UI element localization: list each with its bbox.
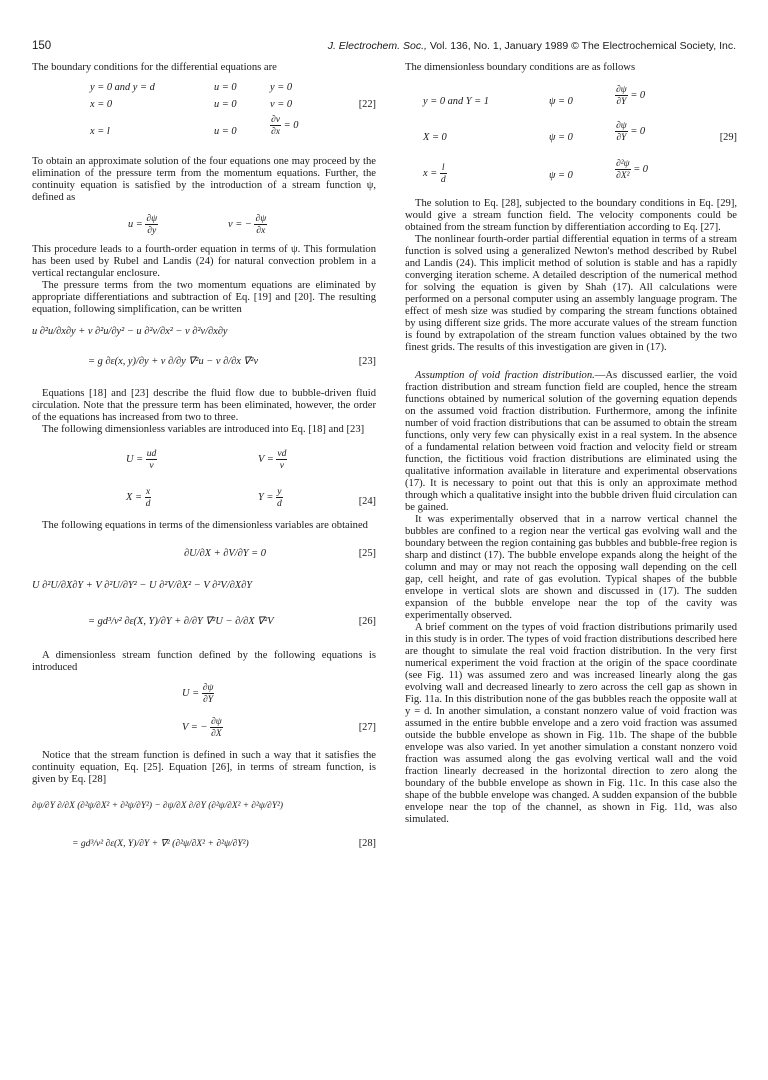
equation-tag: [27]: [358, 722, 376, 733]
paragraph: This procedure leads to a fourth-order equation in terms of ψ. This formulation has been used by Rubel and Landis (24) for natural convection problem in a vertical rectangular enclosure.: [32, 244, 376, 279]
paragraph: It was experimentally observed that in a narrow vertical channel the bubbles are confined to a region near the vertical gas evolving wall and the boundary between the region containing gas bubbles and bubble-free region is sharp and distinct (17). The bubble envelope expands along the height of the column and may or may not reach the opposing wall depending on the cell gap, cell height, and rate of gas evolution. Typical shapes of the bubble envelope in vertical slots are shown and discussed in (17). The sudden expansion of the bubble envelope near the top of the cavity was experimentally observed.: [405, 514, 737, 621]
page-number: 150: [32, 40, 52, 52]
left-column: [32, 62, 376, 866]
journal-name: J. Electrochem. Soc.,: [327, 40, 427, 52]
equation-23: u ∂²u/∂x∂y + v ∂²u/∂y² − u ∂²v/∂x² − v ∂²v/∂x∂y = g ∂ε(x, y)/∂y + ν ∂/∂y ∇²u − ν ∂/∂x ∇²v [23]: [32, 326, 376, 367]
subsection-heading: Assumption of void fraction distribution.: [415, 370, 595, 381]
equation-26: U ∂²U/∂X∂Y + V ∂²U/∂Y² − U ∂²V/∂X² − V ∂²V/∂X∂Y = gd³/ν² ∂ε(X, Y)/∂Y + ∂/∂Y ∇²U − ∂/∂X ∇²V [26]: [32, 580, 376, 627]
paragraph: To obtain an approximate solution of the four equations one may proceed by the elimination of the pressure term from the momentum equations. Further, the continuity equation is satisfied by the introduction of a stream function ψ, defined as: [32, 156, 376, 203]
equation-tag: [28]: [358, 838, 376, 849]
equation-22: y = 0 and y = d u = 0 y = 0 x = 0 u = 0 v = 0 [22] x = l u = 0 $\frac{\partial v}{\partial x}$ = 0: [90, 82, 376, 137]
equation-24: U = $\frac{ud}{\nu}$ V = $\frac{vd}{\nu}$ X = $\frac{x}{d}$ Y = $\frac{y}{d}$ [24]: [126, 448, 376, 509]
page-header: [32, 40, 736, 54]
equation-tag: [24]: [358, 496, 376, 507]
equation-tag: [29]: [719, 132, 737, 143]
paragraph: The following equations in terms of the dimensionless variables are obtained: [42, 520, 368, 531]
paragraph: The boundary conditions for the differential equations are: [32, 62, 277, 73]
paragraph: Notice that the stream function is defined in such a way that it satisfies the continuity equation, Eq. [25]. Equation [26], in terms of stream function, is given by Eq. [28]: [32, 750, 376, 785]
equation-27: U = $\frac{\partial\psi}{\partial Y}$ V = − $\frac{\partial\psi}{\partial X}$ [27]: [182, 682, 376, 739]
equation-28: ∂ψ/∂Y ∂/∂X (∂²ψ/∂X² + ∂²ψ/∂Y²) − ∂ψ/∂X ∂/∂Y (∂²ψ/∂X² + ∂²ψ/∂Y²) = gd³/ν² ∂ε(X, Y)/∂Y + ∇² (∂²ψ/∂X² + ∂²ψ/∂Y²) [28]: [32, 801, 376, 849]
equation-25: ∂U/∂X + ∂V/∂Y = 0 [25]: [184, 548, 376, 559]
right-column: [405, 62, 737, 826]
paragraph: The following dimensionless variables are introduced into Eq. [18] and [23]: [42, 424, 365, 435]
equation-tag: [23]: [358, 356, 376, 367]
paragraph: The dimensionless boundary conditions are as follows: [405, 62, 636, 73]
paragraph: The solution to Eq. [28], subjected to the boundary conditions in Eq. [29], would give a stream function field. The velocity components could be obtained from the stream function by differentiation according to Eq. [27].: [405, 198, 737, 233]
equation-tag: [22]: [358, 99, 376, 110]
paragraph: A brief comment on the types of void fraction distributions primarily used in this study is in order. The types of void fraction distributions described here are thought to simulate the real void fraction distribution. In the very first numerical experiment the void fraction at the origin of the space coordinate (see Fig. 11) was assumed zero and was increased linearly along the gas evolving wall and decreased linearly to zero across the cell gap as shown in Fig. 11a. In this distribution none of the gas bubbles reach the opposite wall at y = d. In another simulation, a constant nonzero value of void fraction was assumed in the entire bubble envelope and a zero void fraction was assumed outside the bubble envelope as shown in Fig. 11b. The shape of the bubble envelope was also varied. In yet another simulation a constant nonzero void fraction was assumed along the gas evolving vertical wall and the void fraction linearly decreased in the horizontal direction to zero along the boundary of the bubble envelope as shown in Fig. 11c. In this case also the shape of the bubble envelope was changed. A sudden expansion of the bubble envelope near the top of the channel, as shown in Fig. 11d, was also simulated.: [405, 622, 737, 825]
paragraph: A dimensionless stream function defined by the following equations is introduced: [32, 650, 376, 673]
equation-tag: [26]: [358, 616, 376, 627]
journal-issue: Vol. 136, No. 1, January 1989 © The Electrochemical Society, Inc.: [426, 40, 736, 52]
paragraph: Equations [18] and [23] describe the fluid flow due to bubble-driven fluid circulation. Note that the pressure term has been eliminated, however, the order of the equations has increased from two to three.: [32, 388, 376, 423]
equation-29: y = 0 and Y = 1 ψ = 0 $\frac{\partial\psi}{\partial Y}$ = 0 X = 0 ψ = 0 $\frac{\partial\psi}{\partial Y}$ = 0 [29] x = $\frac{l}{d}$ ψ = 0 $\frac{\text{∂²ψ}}{\text{∂X²}}$ = 0: [423, 84, 737, 185]
paragraph: Assumption of void fraction distribution.—As discussed earlier, the void fraction distribution and stream function field are coupled, hence the stream functions obtained by numerical solution of the governing equation depends on the assumed void fraction distribution. Furthermore, among the infinite number of void fraction distributions that can be assumed to obtain the stream functions, only very few can physically exist in a real system. In the absence of a fundamental relation between void fraction and velocity field or stream function, the fictitious void fraction distributions are eliminated using the qualitative information available in literature and experimental observations (17). It is necessary to point out that this is only an approximate method through which a qualitative insight into the bubble driven fluid circulation can be gained.: [405, 370, 737, 513]
paragraph: The pressure terms from the two momentum equations are eliminated by appropriate differentiations and subtraction of Eq. [19] and [20]. The resulting equation, following simplification, can be written: [32, 280, 376, 315]
journal-citation: [328, 40, 736, 52]
stream-function-definition: u = $\frac{\partial\psi}{\partial y}$ v = − $\frac{\partial\psi}{\partial x}$: [128, 213, 267, 236]
paragraph: The nonlinear fourth-order partial differential equation in terms of a stream function is solved using a generalized Newton's method described by Rubel and Landis (24). This implicit method of solution is stable and has a rapidly converging iteration scheme. A detailed description of the numerical method for solving the equation is given by Shah (17). All calculations were performed on a personal computer using an assembly language program. The effect of mesh size was studied by comparing the stream functions obtained by using different size grids. The more accurate values of the stream function is found by extrapolation of the stream function values obtained by the two finest grids. The results of this investigation are given in (17).: [405, 234, 737, 353]
equation-tag: [25]: [358, 548, 376, 559]
